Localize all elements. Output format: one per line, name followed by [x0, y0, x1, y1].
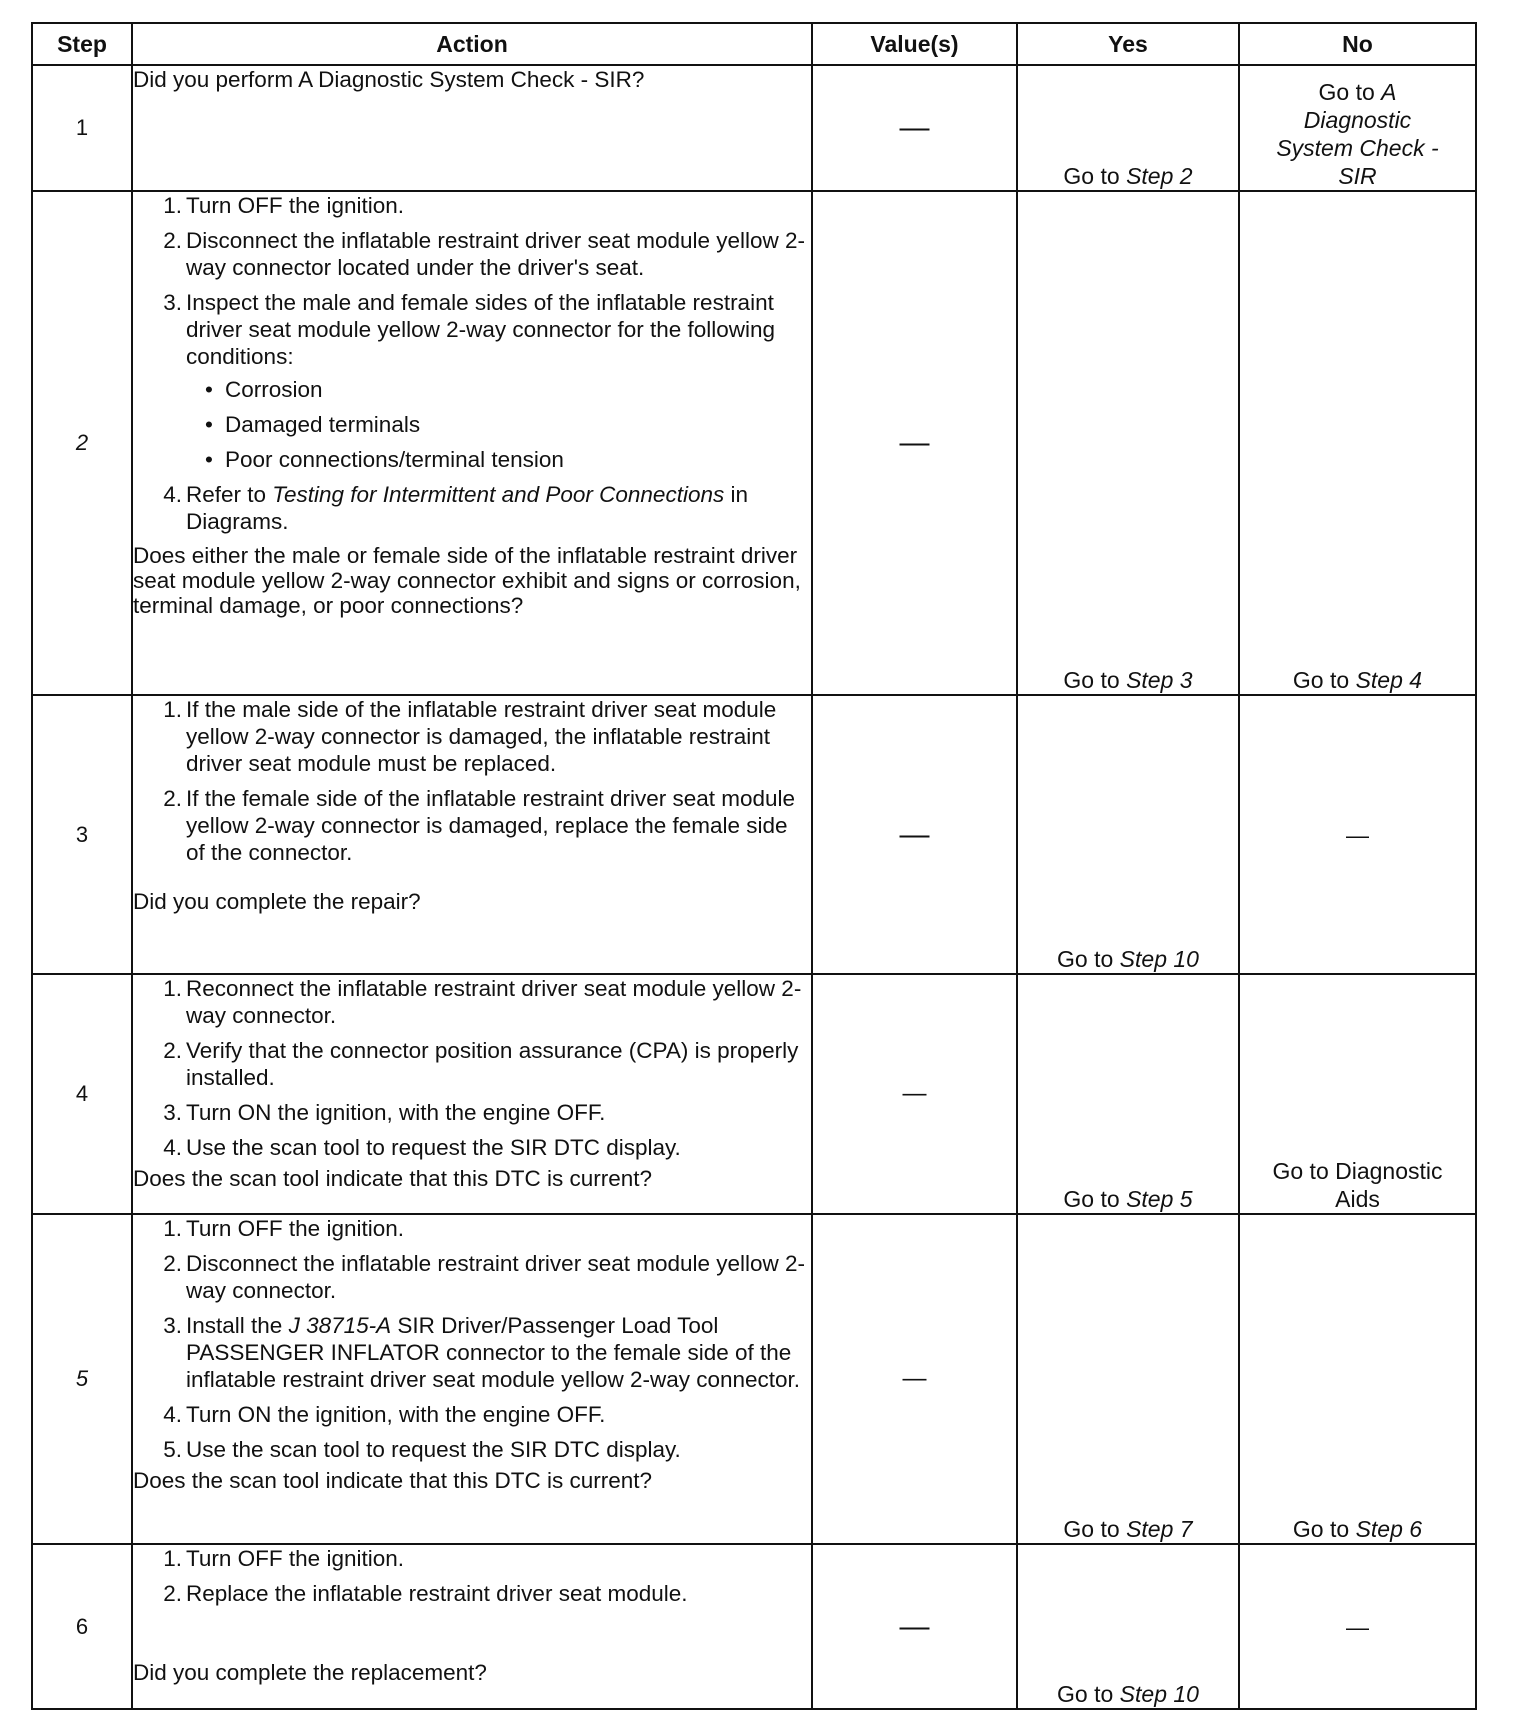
action-question: Does either the male or female side of the inflatable restraint driver seat module yellow 2-way connector exhibit and signs or corrosion, terminal damage, or poor connections? — [133, 543, 801, 618]
yes-ref: Step 3 — [1126, 667, 1193, 693]
procedure-list — [133, 192, 811, 535]
value-cell: — — [812, 191, 1017, 695]
reference-link: Testing for Intermittent and Poor Connections — [272, 482, 725, 507]
yes-cell: Go to Step 10 — [1017, 695, 1239, 974]
yes-ref: Step 2 — [1126, 163, 1193, 189]
header-no: No — [1239, 23, 1476, 65]
tool-reference: J 38715-A — [288, 1313, 392, 1338]
no-ref: A Diagnostic System Check - SIR — [1276, 79, 1439, 189]
list-item: 3. Inspect the male and female sides of the inflatable restraint driver seat module yellow 2-way connector for the following conditions: • Corrosion • Damaged terminals • Poor connections/terminal tension — [168, 289, 811, 473]
condition-item: • Poor connections/terminal tension — [203, 446, 811, 473]
table-row — [32, 65, 1476, 191]
value-cell: — — [812, 1544, 1017, 1709]
step-number: 5 — [32, 1214, 132, 1544]
action-cell — [132, 65, 812, 191]
action-question: Did you perform A Diagnostic System Check - SIR? — [133, 67, 645, 92]
action-cell — [132, 1544, 812, 1709]
yes-ref: Step 7 — [1126, 1516, 1193, 1542]
action-cell — [132, 695, 812, 974]
no-cell: Go to Step 4 — [1239, 191, 1476, 695]
action-question: Did you complete the replacement? — [133, 1660, 487, 1685]
value-cell: — — [812, 1214, 1017, 1544]
no-cell: — — [1239, 695, 1476, 974]
no-cell: Go to Step 6 — [1239, 1214, 1476, 1544]
table-row — [32, 974, 1476, 1214]
action-question: Does the scan tool indicate that this DTC is current? — [133, 1166, 652, 1191]
value-cell: — — [812, 65, 1017, 191]
yes-ref: Step 10 — [1119, 1681, 1199, 1707]
procedure-list — [133, 696, 811, 866]
diagnostic-table — [31, 22, 1477, 1710]
list-item: 3. Install the J 38715-A SIR Driver/Passenger Load Tool PASSENGER INFLATOR connector to the female side of the inflatable restraint driver seat module yellow 2-way connector. — [163, 1313, 801, 1392]
condition-item: • Damaged terminals — [203, 411, 811, 438]
no-prefix: Go to — [1318, 79, 1382, 105]
action-cell — [132, 1214, 812, 1544]
list-item: 1. If the male side of the inflatable restraint driver seat module yellow 2-way connector is damaged, the inflatable restraint driver seat module must be replaced. — [163, 697, 777, 776]
no-cell: Go to Diagnostic Aids — [1239, 974, 1476, 1214]
action-cell — [132, 191, 812, 695]
list-item: 2. Replace the inflatable restraint driver seat module. — [163, 1581, 688, 1606]
yes-ref: Step 10 — [1119, 946, 1199, 972]
table-row — [32, 1544, 1476, 1709]
yes-cell: Go to Step 3 — [1017, 191, 1239, 695]
step-number: 3 — [32, 695, 132, 974]
condition-item: • Corrosion — [203, 376, 811, 403]
header-row — [32, 23, 1476, 65]
list-item: 4. Use the scan tool to request the SIR DTC display. — [163, 1135, 681, 1160]
list-item: 1. Turn OFF the ignition. — [163, 1216, 405, 1241]
yes-ref: Step 5 — [1126, 1186, 1193, 1212]
action-cell — [132, 974, 812, 1214]
header-step: Step — [32, 23, 132, 65]
step-number: 6 — [32, 1544, 132, 1709]
step-number: 2 — [32, 191, 132, 695]
list-item: 2. Disconnect the inflatable restraint driver seat module yellow 2-way connector. — [163, 1251, 806, 1303]
list-item: 1. Turn OFF the ignition. — [163, 1546, 405, 1571]
no-cell — [1239, 65, 1476, 191]
list-item: 1. Turn OFF the ignition. — [163, 193, 405, 218]
list-item: 2. If the female side of the inflatable restraint driver seat module yellow 2-way connector is damaged, replace the female side of the connector. — [163, 786, 796, 865]
value-cell: — — [812, 695, 1017, 974]
list-item: 4. Refer to Testing for Intermittent and Poor Connections in Diagrams. — [163, 482, 748, 534]
yes-prefix: Go to — [1063, 163, 1127, 189]
list-item: 4. Turn ON the ignition, with the engine OFF. — [163, 1402, 606, 1427]
procedure-list — [133, 1215, 811, 1463]
no-ref: Step 6 — [1355, 1516, 1423, 1542]
no-cell: — — [1239, 1544, 1476, 1709]
table-row — [32, 191, 1476, 695]
step-number: 4 — [32, 974, 132, 1214]
yes-cell: Go to Step 10 — [1017, 1544, 1239, 1709]
table-row — [32, 1214, 1476, 1544]
step-number: 1 — [32, 65, 132, 191]
action-question: Did you complete the repair? — [133, 889, 421, 914]
list-item: 3. Turn ON the ignition, with the engine OFF. — [163, 1100, 606, 1125]
action-question: Does the scan tool indicate that this DTC is current? — [133, 1468, 652, 1493]
list-item: 2. Disconnect the inflatable restraint driver seat module yellow 2-way connector located under the driver's seat. — [163, 228, 806, 280]
list-item: 5. Use the scan tool to request the SIR DTC display. — [163, 1437, 681, 1462]
yes-cell: Go to Step 7 — [1017, 1214, 1239, 1544]
procedure-list — [133, 1545, 811, 1607]
table-row — [32, 695, 1476, 974]
header-yes: Yes — [1017, 23, 1239, 65]
list-item: 1. Reconnect the inflatable restraint driver seat module yellow 2-way connector. — [163, 976, 802, 1028]
header-values: Value(s) — [812, 23, 1017, 65]
header-action: Action — [132, 23, 812, 65]
procedure-list — [133, 975, 811, 1161]
yes-cell — [1017, 65, 1239, 191]
list-item: 2. Verify that the connector position assurance (CPA) is properly installed. — [163, 1038, 799, 1090]
yes-cell: Go to Step 5 — [1017, 974, 1239, 1214]
condition-list — [186, 376, 811, 473]
no-ref: Step 4 — [1355, 667, 1423, 693]
value-cell: — — [812, 974, 1017, 1214]
